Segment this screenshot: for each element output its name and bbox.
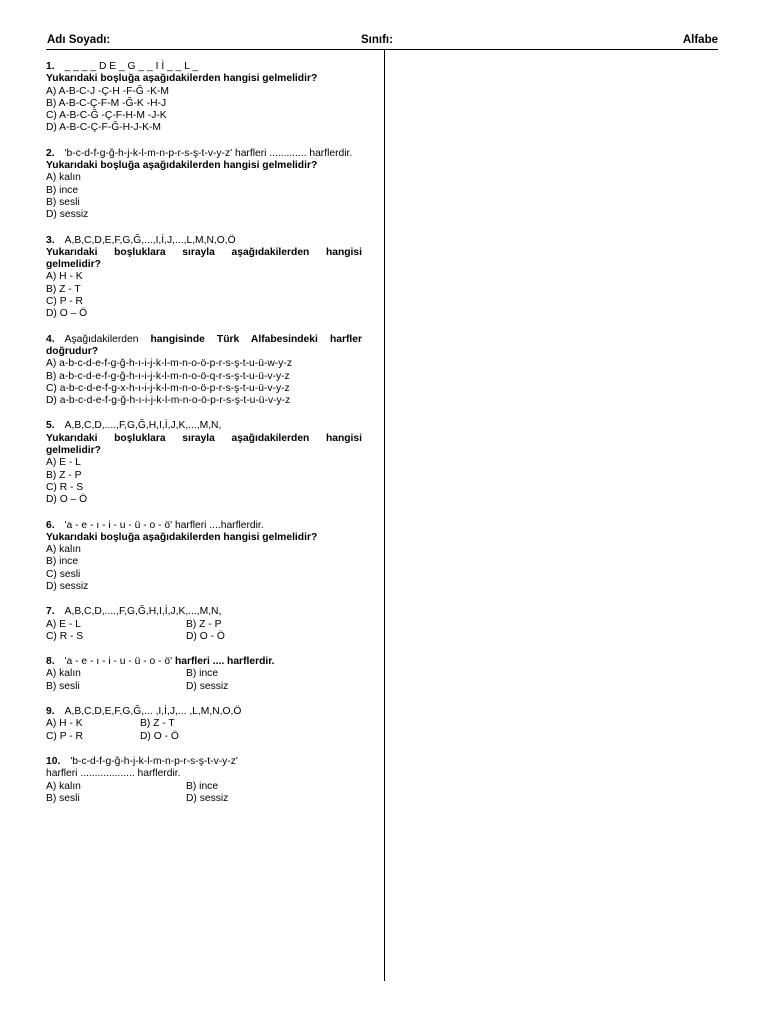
question-3 [46, 235, 362, 321]
option-a[interactable]: A) kalın [46, 172, 81, 184]
question-stem: A,B,C,D,....,F,G,Ğ,H,I,İ,J,K,...,M,N, [64, 420, 222, 432]
option-c[interactable]: C) a-b-c-d-e-f-g-x-h-ı-i-j-k-l-m-n-o-ö-p-r-s-ş-t-u-ü-v-y-z [46, 382, 290, 394]
option-d[interactable]: D) sessiz [186, 792, 229, 804]
question-5 [46, 420, 362, 506]
option-d[interactable]: D) O – Ö [46, 308, 88, 320]
question-stem: A,B,C,D,E,F,G,Ğ,... ,I,İ,J,... ,L,M,N,O,Ö [64, 706, 242, 718]
option-c[interactable]: C) A-B-C-Ğ -Ç-F-H-M -J-K [46, 110, 167, 122]
option-b[interactable]: B) a-b-c-d-e-f-g-ğ-h-ı-i-j-k-l-m-n-o-ö-q-r-s-ş-t-u-ü-v-y-z [46, 370, 290, 382]
question-prompt: Yukarıdaki boşluğa aşağıdakilerden hangisi gelmelidir? [46, 73, 318, 85]
option-grid [46, 718, 362, 743]
option-c[interactable]: B) sesli [46, 196, 80, 208]
question-stem-bold: harfleri .... harflerdir. [174, 656, 275, 668]
question-number: 9. [46, 706, 55, 718]
question-10 [46, 756, 362, 805]
option-c[interactable]: C) P - R [46, 730, 83, 742]
option-b[interactable]: B) A-B-C-Ç-F-M -Ğ-K -H-J [46, 97, 167, 109]
question-prompt: Yukarıdaki boşluklara sırayla aşağıdakilerden hangisi gelmelidir? [46, 246, 362, 271]
option-a[interactable]: A) kalın [46, 668, 81, 680]
question-stem: _ _ _ _ D E _ G _ _ I İ _ _ L _ [64, 61, 199, 72]
question-prompt: hangisinde Türk Alfabesindeki harfler doğrudur? [46, 333, 362, 357]
question-stem-continued: harfleri ................... harflerdir. [46, 768, 181, 780]
option-a[interactable]: A) kalın [46, 544, 81, 556]
question-prompt: Yukarıdaki boşluğa aşağıdakilerden hangisi gelmelidir? [46, 531, 318, 543]
option-b[interactable]: B) ince [46, 184, 79, 196]
option-a[interactable]: A) H - K [46, 271, 83, 283]
page-header [46, 34, 718, 50]
option-c[interactable]: C) R - S [46, 481, 84, 493]
question-stem: 'b-c-d-f-g-ğ-h-j-k-l-m-n-p-r-s-ş-t-v-y-z' [70, 755, 238, 767]
option-d[interactable]: D) O - Ö [140, 730, 179, 742]
option-b[interactable]: B) Z - T [140, 718, 175, 730]
option-a[interactable]: A) E - L [46, 618, 81, 630]
option-a[interactable]: A) kalın [46, 780, 81, 792]
question-number: 2. [46, 147, 55, 159]
question-number: 1. [46, 61, 55, 72]
option-b[interactable]: B) Z - T [46, 283, 81, 295]
question-column [46, 61, 362, 818]
question-8 [46, 656, 362, 693]
option-grid [46, 619, 362, 644]
option-b[interactable]: B) ince [186, 668, 219, 680]
question-6 [46, 520, 362, 594]
question-number: 10. [46, 755, 61, 767]
option-d[interactable]: D) O – Ö [46, 494, 88, 506]
name-label: Adı Soyadı: [47, 34, 111, 46]
option-d[interactable]: D) sessiz [46, 209, 89, 221]
option-a[interactable]: A) A-B-C-J -Ç-H -F-Ğ -K-M [46, 85, 169, 97]
question-number: 6. [46, 519, 55, 531]
option-d[interactable]: D) O - Ö [186, 630, 225, 642]
option-a[interactable]: A) E - L [46, 457, 81, 469]
option-d[interactable]: D) sessiz [46, 580, 89, 592]
question-number: 8. [46, 656, 55, 668]
option-grid [46, 668, 362, 693]
option-c[interactable]: C) P - R [46, 296, 83, 308]
option-a[interactable]: A) a-b-c-d-e-f-g-ğ-h-ı-i-j-k-l-m-n-o-ö-p-r-s-ş-t-u-ü-w-y-z [46, 358, 292, 370]
question-prompt: Yukarıdaki boşluklara sırayla aşağıdakilerden hangisi gelmelidir? [46, 432, 362, 457]
option-b[interactable]: B) Z - P [186, 618, 222, 630]
question-stem: 'b-c-d-f-g-ğ-h-j-k-l-m-n-p-r-s-ş-t-v-y-z' harfleri ............. harflerdir. [64, 147, 353, 159]
topic-label: Alfabe [682, 34, 718, 46]
question-4 [46, 334, 362, 408]
question-stem: A,B,C,D,E,F,G,Ğ,...,I,İ,J,...,L,M,N,O,Ö [64, 234, 236, 246]
question-2 [46, 148, 362, 222]
question-number: 5. [46, 420, 55, 432]
option-d[interactable]: D) a-b-c-d-e-f-g-ğ-h-ı-i-j-k-l-m-n-o-ö-p-r-s-ş-t-u-ü-v-y-z [46, 395, 291, 407]
question-stem: 'a - e - ı - i - u - ü - o - ö' [64, 656, 173, 668]
question-stem: Aşağıdakilerden [64, 333, 139, 345]
question-number: 7. [46, 606, 55, 618]
option-d[interactable]: D) A-B-C-Ç-F-Ğ-H-J-K-M [46, 122, 161, 134]
option-b[interactable]: B) Z - P [46, 469, 82, 481]
question-number: 3. [46, 234, 55, 246]
option-c[interactable]: B) sesli [46, 792, 80, 804]
question-1 [46, 61, 362, 135]
option-c[interactable]: C) sesli [46, 568, 81, 580]
question-9 [46, 706, 362, 743]
option-a[interactable]: A) H - K [46, 718, 83, 730]
option-b[interactable]: B) ince [46, 556, 79, 568]
column-divider [384, 50, 385, 981]
option-d[interactable]: D) sessiz [186, 680, 229, 692]
class-label: Sınıfı: [361, 34, 393, 46]
question-number: 4. [46, 333, 55, 345]
option-grid [46, 781, 362, 806]
question-stem: A,B,C,D,....,F,G,Ğ,H,I,İ,J,K,...,M,N, [64, 606, 222, 618]
question-prompt: Yukarıdaki boşluğa aşağıdakilerden hangisi gelmelidir? [46, 160, 318, 172]
question-stem: 'a - e - ı - i - u - ü - o - ö' harfleri ....harflerdir. [64, 519, 264, 531]
option-c[interactable]: B) sesli [46, 680, 80, 692]
question-7 [46, 606, 362, 643]
option-b[interactable]: B) ince [186, 780, 219, 792]
option-c[interactable]: C) R - S [46, 630, 84, 642]
